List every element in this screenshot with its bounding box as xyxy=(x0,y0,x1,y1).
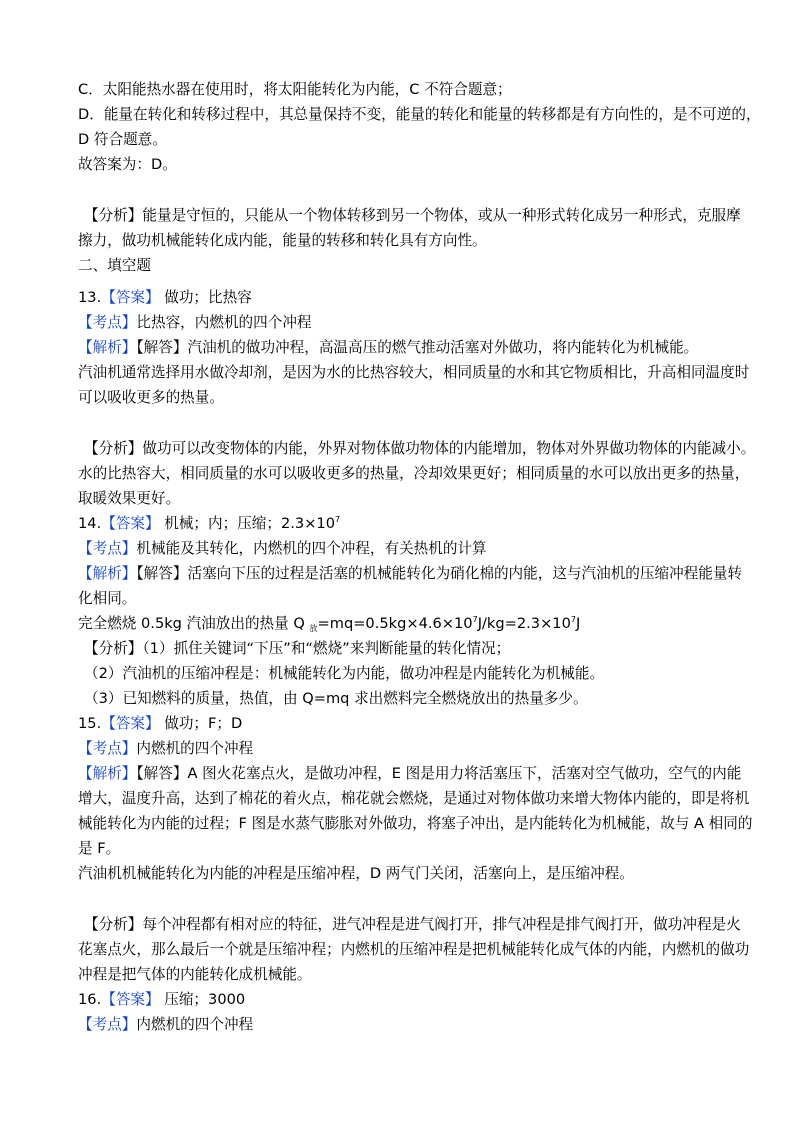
explain-tag: 【解析】 xyxy=(78,765,137,782)
q15-answer-line: 15.【答案】 做功；F；D xyxy=(78,715,243,732)
analysis-tag: 【分析】 xyxy=(84,440,143,457)
q15-explain-line-2: 增大，温度升高，达到了棉花的着火点，棉花就会燃烧，是通过对物体做功来增大物体内能的，即是将机 xyxy=(78,790,750,807)
q16-point-line: 【考点】内燃机的四个冲程 xyxy=(78,1016,254,1033)
point-tag: 【考点】 xyxy=(78,540,137,557)
q16-answer-line: 16.【答案】 压缩；3000 xyxy=(78,991,246,1008)
q14-explain-line-2: 化相同。 xyxy=(78,590,137,607)
q14-point-line: 【考点】机械能及其转化，内燃机的四个冲程，有关热机的计算 xyxy=(78,540,487,557)
point-tag: 【考点】 xyxy=(78,1016,137,1033)
point-tag: 【考点】 xyxy=(78,740,137,757)
q13-analysis-line-3: 取暖效果更好。 xyxy=(78,490,181,507)
q14-analysis-line-3: （3）已知燃料的质量，热值，由 Q=mq 求出燃料完全燃烧放出的热量多少。 xyxy=(84,690,588,707)
text-line-answer-d: 故答案为：D。 xyxy=(78,156,177,173)
q13-text-line-3: 可以吸收更多的热量。 xyxy=(78,389,224,406)
q15-point-line: 【考点】内燃机的四个冲程 xyxy=(78,740,254,757)
explain-tag: 【解析】 xyxy=(78,339,137,356)
solve-tag: 【解答】 xyxy=(136,765,188,782)
q15-explain-line-4: 是 F。 xyxy=(78,840,121,857)
solve-tag: 【解答】 xyxy=(136,339,188,356)
answer-tag: 【答案】 xyxy=(101,715,160,732)
answer-tag: 【答案】 xyxy=(101,515,160,532)
q15-analysis-line-3: 冲程是把气体的内能转化成机械能。 xyxy=(78,966,312,983)
q15-analysis-line-2: 花塞点火，那么最后一个就是压缩冲程；内燃机的压缩冲程是把机械能转化成气体的内能，内燃机的做功 xyxy=(78,941,750,958)
q13-point-line: 【考点】比热容，内燃机的四个冲程 xyxy=(78,314,312,331)
q13-answer-line: 13.【答案】 做功；比热容 xyxy=(78,289,252,306)
q13-text-line-2: 汽油机通常选择用水做冷却剂，是因为水的比热容较大，相同质量的水和其它物质相比，升高相同温度时 xyxy=(78,364,750,381)
analysis-tag: 【分析】 xyxy=(84,916,143,933)
q15-explain-line: 【解析】【解答】A 图火花塞点火，是做功冲程，E 图是用力将活塞压下，活塞对空气做功，空气的内能 xyxy=(78,765,742,782)
q13-explain-line: 【解析】【解答】汽油机的做功冲程，高温高压的燃气推动活塞对外做功，将内能转化为机械能。 xyxy=(78,339,699,356)
solve-tag: 【解答】 xyxy=(136,565,188,582)
explain-tag: 【解析】 xyxy=(78,565,137,582)
q14-explain-line: 【解析】【解答】活塞向下压的过程是活塞的机械能转化为硝化棉的内能，这与汽油机的压缩冲程能量转 xyxy=(78,565,743,582)
q15-text-line-5: 汽油机机械能转化为内能的冲程是压缩冲程，D 两气门关闭，活塞向上，是压缩冲程。 xyxy=(78,865,634,882)
q13-analysis-line-2: 水的比热容大，相同质量的水可以吸收更多的热量，冷却效果更好；相同质量的水可以放出更多的热量， xyxy=(78,465,750,482)
analysis-tag: 【分析】 xyxy=(84,640,143,657)
answer-tag: 【答案】 xyxy=(101,289,160,306)
q15-explain-line-3: 械能转化为内能的过程；F 图是水蒸气膨胀对外做功，将塞子冲出，是内能转化为机械能，故与 A 相同的 xyxy=(78,815,753,832)
q13-analysis-line: 【分析】做功可以改变物体的内能，外界对物体做功物体的内能增加，物体对外界做功物体的内能减小。 xyxy=(84,440,756,457)
text-line-c-option: C．太阳能热水器在使用时，将太阳能转化为内能，C 不符合题意； xyxy=(78,81,512,98)
q14-analysis-line-2: （2）汽油机的压缩冲程是：机械能转化为内能，做功冲程是内能转化为机械能。 xyxy=(84,665,605,682)
q12-analysis-line-2: 擦力，做功机械能转化成内能，能量的转移和转化具有方向性。 xyxy=(78,232,487,249)
q14-analysis-line: 【分析】（1）抓住关键词“下压”和“燃烧”来判断能量的转化情况； xyxy=(84,640,511,657)
text-line-d-option-cont: D 符合题意。 xyxy=(78,131,167,148)
point-tag: 【考点】 xyxy=(78,314,137,331)
q14-answer-line: 14.【答案】 机械；内；压缩；$2.3\times 10^7$ xyxy=(78,515,341,532)
analysis-tag: 【分析】 xyxy=(84,207,143,224)
q15-analysis-line: 【分析】每个冲程都有相对应的特征，进气冲程是进气阀打开，排气冲程是排气阀打开，做功冲程是火 xyxy=(84,916,741,933)
q12-analysis-line: 【分析】能量是守恒的，只能从一个物体转移到另一个物体，或从一种形式转化成另一种形式，克服摩 xyxy=(84,207,741,224)
q14-calc-line: 完全燃烧 0.5kg 汽油放出的热量 Q $_放=mq=0.5kg\times 4.6\times 10^7J/kg=2.3\times 10^7J$ xyxy=(78,615,581,633)
answer-tag: 【答案】 xyxy=(101,991,160,1008)
section-heading-fill-blank: 二、填空题 xyxy=(78,257,151,274)
text-line-d-option: D．能量在转化和转移过程中，其总量保持不变，能量的转化和能量的转移都是有方向性的，是不可逆的， xyxy=(78,106,761,123)
